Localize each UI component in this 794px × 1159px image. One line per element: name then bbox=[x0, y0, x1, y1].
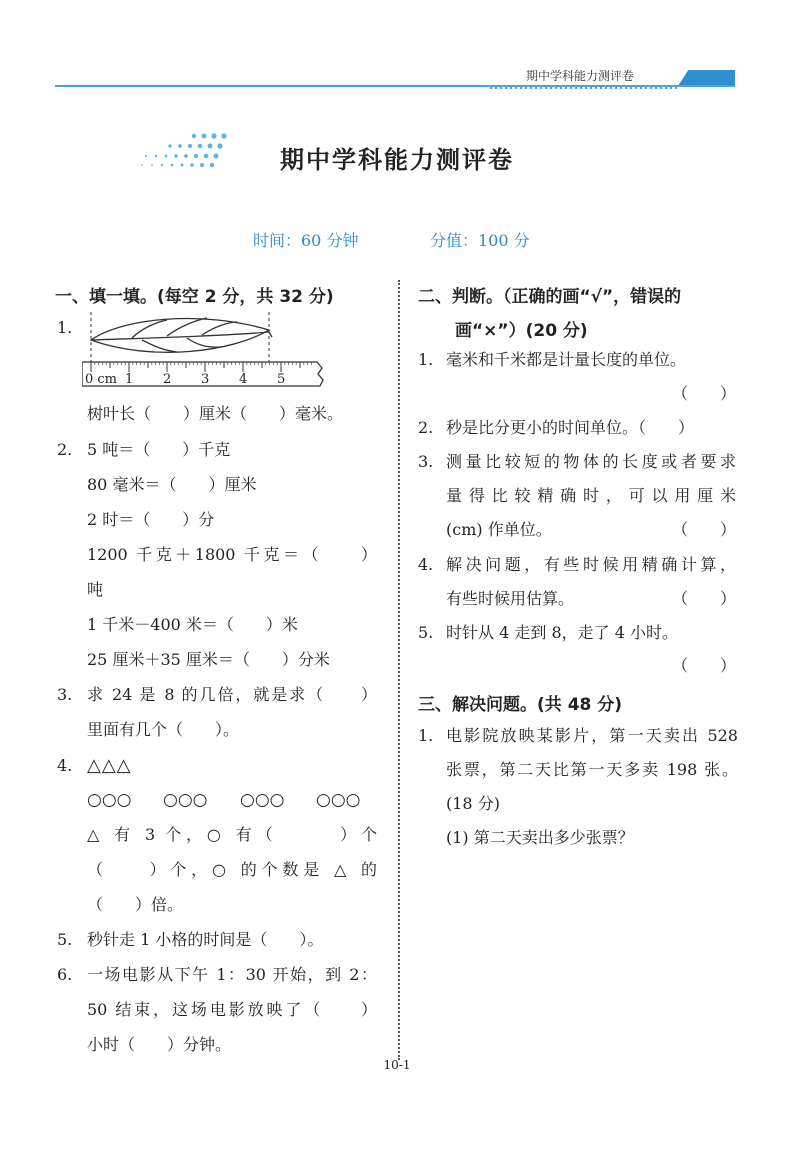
q6-line-2: 50 结束，这场电影放映了（ ） bbox=[87, 1000, 377, 1019]
q4-number: 4. bbox=[57, 756, 73, 775]
judge-2-number: 2. bbox=[418, 418, 434, 437]
ruler-label-2: 2 bbox=[163, 372, 172, 387]
judge-3-paren: （ ） bbox=[672, 520, 737, 539]
q6-line-3: 小时（ ）分钟。 bbox=[87, 1035, 232, 1054]
judge-1-paren: （ ） bbox=[672, 384, 737, 403]
judge-4-line-1: 解决问题，有些时候用精确计算， bbox=[446, 555, 736, 574]
problem-1-line-2: 张票，第二天比第一天多卖 198 张。 bbox=[446, 760, 738, 779]
q2-number: 2. bbox=[57, 440, 73, 459]
judge-3-line-1: 测量比较短的物体的长度或者要求 bbox=[446, 452, 736, 471]
leaf-ruler-figure bbox=[82, 310, 332, 390]
q4-circles-1: ○○○ bbox=[87, 790, 132, 810]
judge-5-number: 5. bbox=[418, 623, 434, 642]
judge-3-line-3: (cm) 作单位。 bbox=[446, 520, 552, 539]
judge-4-line-2: 有些时候用估算。 bbox=[446, 589, 575, 608]
q1-answer: 树叶长（ ）厘米（ ）毫米。 bbox=[87, 404, 344, 423]
judge-4-paren: （ ） bbox=[672, 589, 737, 608]
q6-number: 6. bbox=[57, 965, 73, 984]
judge-1-number: 1. bbox=[418, 350, 434, 369]
ruler-label-1: 1 bbox=[125, 372, 134, 387]
time-limit: 时间：60 分钟 bbox=[253, 231, 359, 250]
q2-line-2: 80 毫米＝（ ）厘米 bbox=[87, 475, 257, 494]
q4-circles-3: ○○○ bbox=[240, 790, 285, 810]
ruler-label-3: 3 bbox=[201, 372, 210, 387]
q3-line-2: 里面有几个（ ）。 bbox=[87, 720, 240, 739]
q2-line-1: 5 吨＝（ ）千克 bbox=[87, 440, 231, 459]
q5-text: 秒针走 1 小格的时间是（ ）。 bbox=[87, 930, 324, 949]
section2-heading-line2: 画“×”）(20 分) bbox=[455, 321, 588, 341]
judge-3-number: 3. bbox=[418, 452, 434, 471]
q2-line-3: 2 时＝（ ）分 bbox=[87, 510, 215, 529]
column-divider bbox=[398, 280, 400, 1060]
leaf-icon bbox=[91, 318, 272, 352]
section3-heading: 三、解决问题。(共 48 分) bbox=[418, 695, 623, 715]
page-number: 10-1 bbox=[383, 1058, 411, 1072]
q2-line-7: 25 厘米＋35 厘米＝（ ）分米 bbox=[87, 650, 330, 669]
problem-1-line-1: 电影院放映某影片，第一天卖出 528 bbox=[446, 726, 738, 745]
section2-heading-line1: 二、判断。（正确的画“√”，错误的 bbox=[418, 287, 682, 307]
q3-line-1: 求 24 是 8 的几倍，就是求（ ） bbox=[87, 685, 377, 704]
ruler-label-5: 5 bbox=[277, 372, 286, 387]
q3-number: 3. bbox=[57, 685, 73, 704]
q2-line-6: 1 千米－400 米＝（ ）米 bbox=[87, 615, 298, 634]
problem-1-line-3: (18 分) bbox=[446, 794, 500, 813]
q4-line-2: （ ）个，○ 的个数是 △ 的 bbox=[87, 860, 377, 879]
q4-circles-2: ○○○ bbox=[163, 790, 208, 810]
ruler-label-0: 0 cm bbox=[85, 372, 118, 387]
problem-1-number: 1. bbox=[418, 726, 434, 745]
q1-number: 1. bbox=[57, 318, 73, 337]
header-tab-title: 期中学科能力测评卷 bbox=[525, 69, 634, 83]
judge-5-text: 时针从 4 走到 8，走了 4 小时。 bbox=[446, 623, 678, 642]
total-score: 分值：100 分 bbox=[430, 231, 530, 250]
judge-1-text: 毫米和千米都是计量长度的单位。 bbox=[446, 350, 687, 369]
q4-line-1: △ 有 3 个，○ 有（ ）个 bbox=[87, 825, 377, 844]
q6-line-1: 一场电影从下午 1：30 开始，到 2： bbox=[87, 965, 377, 984]
judge-3-line-2: 量得比较精确时，可以用厘米 bbox=[446, 486, 736, 505]
header-dotted-rule bbox=[490, 86, 680, 89]
judge-5-paren: （ ） bbox=[672, 656, 737, 675]
header-accent-bar bbox=[678, 70, 735, 86]
q2-line-4: 1200 千克＋1800 千克＝（ ） bbox=[87, 545, 377, 564]
section1-heading: 一、填一填。(每空 2 分，共 32 分) bbox=[55, 287, 334, 307]
page-title: 期中学科能力测评卷 bbox=[280, 145, 514, 174]
q5-number: 5. bbox=[57, 930, 73, 949]
ruler-label-4: 4 bbox=[239, 372, 248, 387]
q2-line-5: 吨 bbox=[87, 580, 104, 599]
q4-circles-4: ○○○ bbox=[316, 790, 361, 810]
q4-triangles: △△△ bbox=[87, 755, 132, 776]
q4-line-3: （ ）倍。 bbox=[87, 895, 184, 914]
judge-4-number: 4. bbox=[418, 555, 434, 574]
problem-1-sub-1: (1) 第二天卖出多少张票？ bbox=[446, 828, 634, 847]
judge-2-text: 秒是比分更小的时间单位。（ ） bbox=[446, 418, 695, 437]
ruler-icon bbox=[82, 362, 323, 387]
